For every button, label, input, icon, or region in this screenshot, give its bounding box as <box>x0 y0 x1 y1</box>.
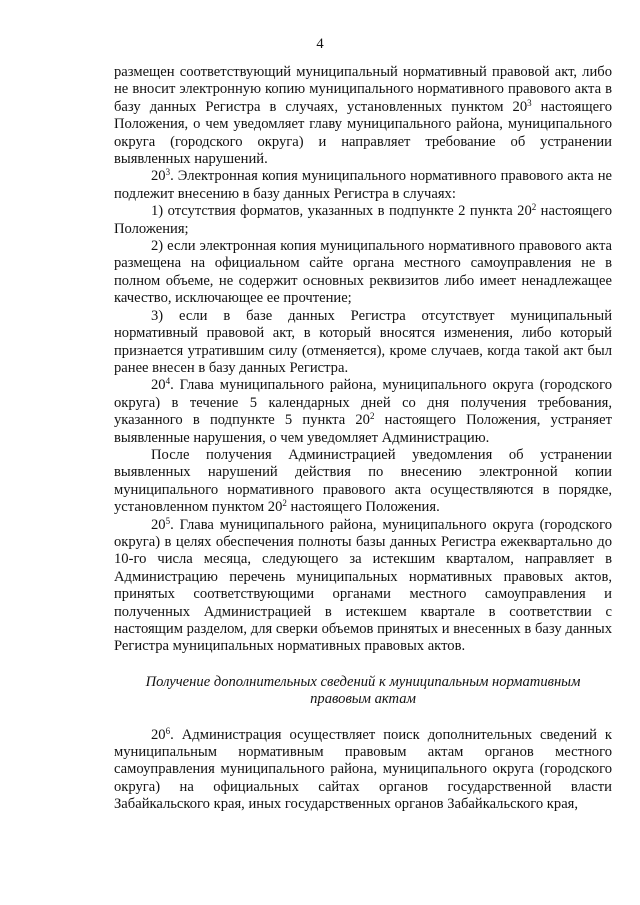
paragraph-20-6 <box>114 727 612 814</box>
point-ref-sup: 3 <box>527 97 532 108</box>
paragraph-after-notice <box>114 447 612 517</box>
paragraph-text: настоящего Положения; <box>114 203 612 237</box>
point-number-sup: 6 <box>165 725 171 736</box>
point-ref-sup: 2 <box>369 411 375 422</box>
point-ref-sup: 2 <box>282 498 287 509</box>
paragraph-text: настоящего Положения, о чем уведомляет главу муниципального района, муниципального округа (городского округа) и направляет требование об устранении выявленных нарушений. <box>114 98 612 168</box>
subpoint-1 <box>114 203 612 238</box>
paragraph-20-3 <box>114 168 612 203</box>
subpoint-2: 2) если электронная копия муниципального нормативного правового акта размещена на официальном сайте органа местного самоуправления не в полном объеме, не содержит основных реквизитов либо имеет ненадлежащее качество, исключающее ее прочтение; <box>114 238 612 307</box>
paragraph-text: . Глава муниципального района, муниципального округа (городского округа) в целях обеспечения полноты базы данных Регистра ежеквартально до 10-го числа месяца, следующего за истекшим кварталом, направляет в Администрацию перечень муниципальных нормативных правовых актов, принятых соответствующими органами местного самоуправления и полученных Администрацией в истекшем квартале в соответствии с настоящим разделом, для сверки объемов принятых и внесенных в базу данных Регистра муниципальных нормативных правовых актов. <box>114 516 612 655</box>
point-number-sup: 5 <box>165 515 171 526</box>
point-number-sup: 4 <box>165 376 171 387</box>
paragraph-continuation <box>114 64 612 168</box>
document-body <box>114 64 612 814</box>
paragraph-text: . Глава муниципального района, муниципального округа (городского округа) в течение 5 календарных дней со дня получения требования, указанного в подпункте 5 пункта 20 <box>114 377 612 429</box>
page-number: 4 <box>316 36 324 52</box>
point-number: 20 <box>151 168 166 185</box>
paragraph-text: настоящего Положения, устраняет выявленные нарушения, о чем уведомляет Администрацию. <box>114 412 612 446</box>
section-heading: Получение дополнительных сведений к муниципальным нормативным правовым актам <box>145 673 581 708</box>
paragraph-text: настоящего Положения. <box>286 499 440 516</box>
point-ref-sup: 2 <box>531 202 537 213</box>
paragraph-text: 1) отсутствия форматов, указанных в подпункте 2 пункта 20 <box>151 203 532 220</box>
paragraph-text: размещен соответствующий муниципальный нормативный правовой акт, либо не вносит электронную копию муниципального нормативного правового акта в базу данных Регистра в случаях, установленных пунктом <box>114 64 612 115</box>
paragraph-text: . Электронная копия муниципального нормативного правового акта не подлежит внесению в базу данных Регистра в случаях: <box>114 168 612 202</box>
paragraph-20-4 <box>114 377 612 447</box>
point-number: 20 <box>151 516 166 533</box>
paragraph-text: После получения Администрацией уведомления об устранении выявленных нарушений действия по внесению электронной копии муниципального нормативного правового акта осуществляются в порядке, установленном пунктом 20 <box>114 446 612 516</box>
point-ref: 20 <box>512 98 528 115</box>
point-number-sup: 3 <box>165 167 171 178</box>
paragraph-20-5 <box>114 517 612 656</box>
point-number: 20 <box>151 377 166 394</box>
paragraph-text: . Администрация осуществляет поиск дополнительных сведений к муниципальным нормативным правовым актам органов местного самоуправления муниципального района, муниципального округа (городского округа) на официальных сайтах органов государственной власти Забайкальского края, иных государственных органов Забайкальского края, <box>114 726 612 813</box>
subpoint-3: 3) если в базе данных Регистра отсутствует муниципальный нормативный правовой акт, в который вносятся изменения, либо который признается утратившим силу (отменяется), кроме случаев, когда такой акт был ранее внесен в базу данных Регистра. <box>114 307 612 376</box>
point-number: 20 <box>151 726 166 743</box>
